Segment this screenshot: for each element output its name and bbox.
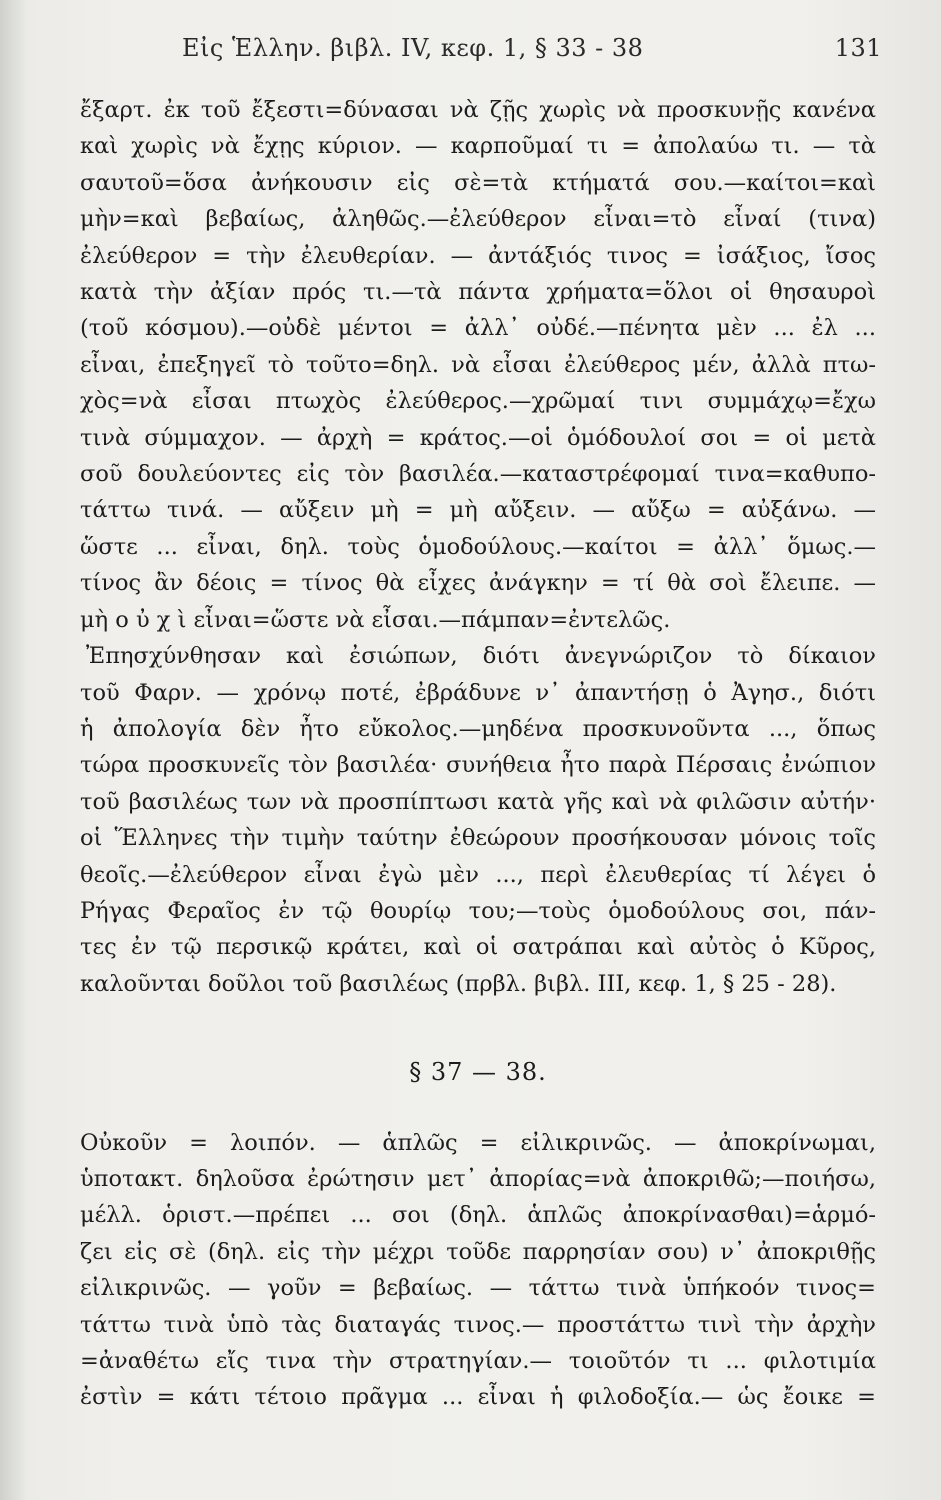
- text-line: τίνος ἂν δέοις = τίνος θὰ εἶχες ἀνάγκην = τί θὰ σοὶ ἔλειπε. —: [80, 570, 876, 597]
- text-line: Οὐκοῦν = λοιπόν. — ἁπλῶς = εἰλικρινῶς. — ἀποκρίνωμαι,: [80, 1129, 876, 1156]
- text-line: μὴν=καὶ βεβαίως, ἀληθῶς.—ἐλεύθερον εἶναι=τὸ εἶναί (τινα): [80, 206, 876, 233]
- text-line: ἡ ἀπολογία δὲν ἦτο εὔκολος.—μηδένα προσκυνοῦντα ..., ὅπως: [80, 715, 876, 742]
- paragraph-1: [80, 92, 876, 638]
- text-line: χὸς=νὰ εἶσαι πτωχὸς ἐλεύθερος.—χρῶμαί τινι συμμάχῳ=ἔχω: [80, 388, 876, 415]
- text-line: ζει εἰς σὲ (δηλ. εἰς τὴν μέχρι τοῦδε παρρησίαν σου) ν᾽ ἀποκριθῇς: [80, 1238, 876, 1265]
- text-line: μέλλ. ὁριστ.—πρέπει ... σοι (δηλ. ἁπλῶς ἀποκρίνασθαι)=ἁρμό-: [80, 1202, 876, 1229]
- text-line: τινὰ σύμμαχον. — ἀρχὴ = κράτος.—οἱ ὁμόδουλοί σοι = οἱ μετὰ: [80, 424, 876, 451]
- text-line: καλοῦνται δοῦλοι τοῦ βασιλέως (πρβλ. βιβλ. III, κεφ. 1, § 25 - 28).: [80, 970, 837, 997]
- running-head: Εἰς Ἑλλην. βιβλ. IV, κεφ. 1, § 33 - 38: [182, 34, 644, 62]
- paragraph-2: [80, 638, 876, 1002]
- text-line: =ἀναθέτω εἴς τινα τὴν στρατηγίαν.— τοιοῦτόν τι ... φιλοτιμία: [80, 1348, 876, 1374]
- text-line: μὴ ο ὐ χ ὶ εἶναι=ὥστε νὰ εἶσαι.—πάμπαν=ἐντελῶς.: [80, 606, 671, 633]
- text-line: (τοῦ κόσμου).—οὐδὲ μέντοι = ἀλλ᾽ οὐδέ.—πένητα μὲν ... ἐλ ...: [80, 315, 876, 342]
- text-line: ἐστὶν = κάτι τέτοιο πρᾶγμα ... εἶναι ἡ φιλοδοξία.— ὡς ἔοικε =: [80, 1384, 876, 1411]
- text-line: σαυτοῦ=ὅσα ἀνήκουσιν εἰς σὲ=τὰ κτήματά σου.—καίτοι=καὶ: [80, 169, 876, 196]
- text-line: τες ἐν τῷ περσικῷ κράτει, καὶ οἱ σατράπαι καὶ αὐτὸς ὁ Κῦρος,: [80, 934, 876, 961]
- page-number: 131: [834, 34, 882, 62]
- text-line: ἔξαρτ. ἐκ τοῦ ἔξεστι=δύνασαι νὰ ζῇς χωρὶς νὰ προσκυνῇς κανένα: [80, 97, 876, 123]
- text-line: Ἐπησχύνθησαν καὶ ἐσιώπων, διότι ἀνεγνώριζον τὸ δίκαιον: [86, 643, 876, 670]
- text-line: καὶ χωρὶς νὰ ἔχῃς κύριον. — καρποῦμαί τι = ἀπολαύω τι. — τὰ: [80, 133, 876, 160]
- text-line: τάττω τινά. — αὔξειν μὴ = μὴ αὔξειν. — αὔξω = αὐξάνω. —: [80, 497, 876, 524]
- page-header: [82, 34, 882, 74]
- text-line: θεοῖς.—ἐλεύθερον εἶναι ἐγὼ μὲν ..., περὶ ἐλευθερίας τί λέγει ὁ: [80, 861, 876, 888]
- text-line: εἰλικρινῶς. — γοῦν = βεβαίως. — τάττω τινὰ ὑπήκοόν τινος=: [80, 1275, 876, 1302]
- text-line: τώρα προσκυνεῖς τὸν βασιλέα· συνήθεια ἦτο παρὰ Πέρσαις ἐνώπιον: [80, 752, 876, 779]
- commentary-text: [80, 92, 876, 1416]
- text-line: τοῦ βασιλέως των νὰ προσπίπτωσι κατὰ γῆς καὶ νὰ φιλῶσιν αὐτήν·: [80, 788, 876, 815]
- text-line: οἱ Ἕλληνες τὴν τιμὴν ταύτην ἐθεώρουν προσήκουσαν μόνοις τοῖς: [80, 825, 876, 852]
- paragraph-3: [80, 1125, 876, 1416]
- text-line: σοῦ δουλεύοντες εἰς τὸν βασιλέα.—καταστρέφομαί τινα=καθυπο-: [80, 461, 876, 488]
- text-line: Ρήγας Φεραῖος ἐν τῷ θουρίῳ του;—τοὺς ὁμοδούλους σοι, πάν-: [80, 897, 876, 924]
- text-line: τοῦ Φαρν. — χρόνῳ ποτέ, ἐβράδυνε ν᾽ ἀπαντήσῃ ὁ Ἀγησ., διότι: [80, 679, 876, 706]
- text-line: ὥστε ... εἶναι, δηλ. τοὺς ὁμοδούλους.—καίτοι = ἀλλ᾽ ὅμως.—: [80, 533, 876, 560]
- text-line: ὑποτακτ. δηλοῦσα ἐρώτησιν μετ᾽ ἀπορίας=νὰ ἀποκριθῶ;—ποιήσω,: [80, 1165, 876, 1192]
- text-line: κατὰ τὴν ἀξίαν πρός τι.—τὰ πάντα χρήματα=ὅλοι οἱ θησαυροὶ: [80, 279, 876, 306]
- text-line: τάττω τινὰ ὑπὸ τὰς διαταγάς τινος.— προστάττω τινὶ τὴν ἀρχὴν: [80, 1311, 876, 1338]
- text-line: ἐλεύθερον = τὴν ἐλευθερίαν. — ἀντάξιός τινος = ἰσάξιος, ἴσος: [80, 242, 876, 269]
- section-heading: § 37 — 38.: [409, 1058, 547, 1087]
- text-line: εἶναι, ἐπεξηγεῖ τὸ τοῦτο=δηλ. νὰ εἶσαι ἐλεύθερος μέν, ἀλλὰ πτω-: [80, 351, 876, 378]
